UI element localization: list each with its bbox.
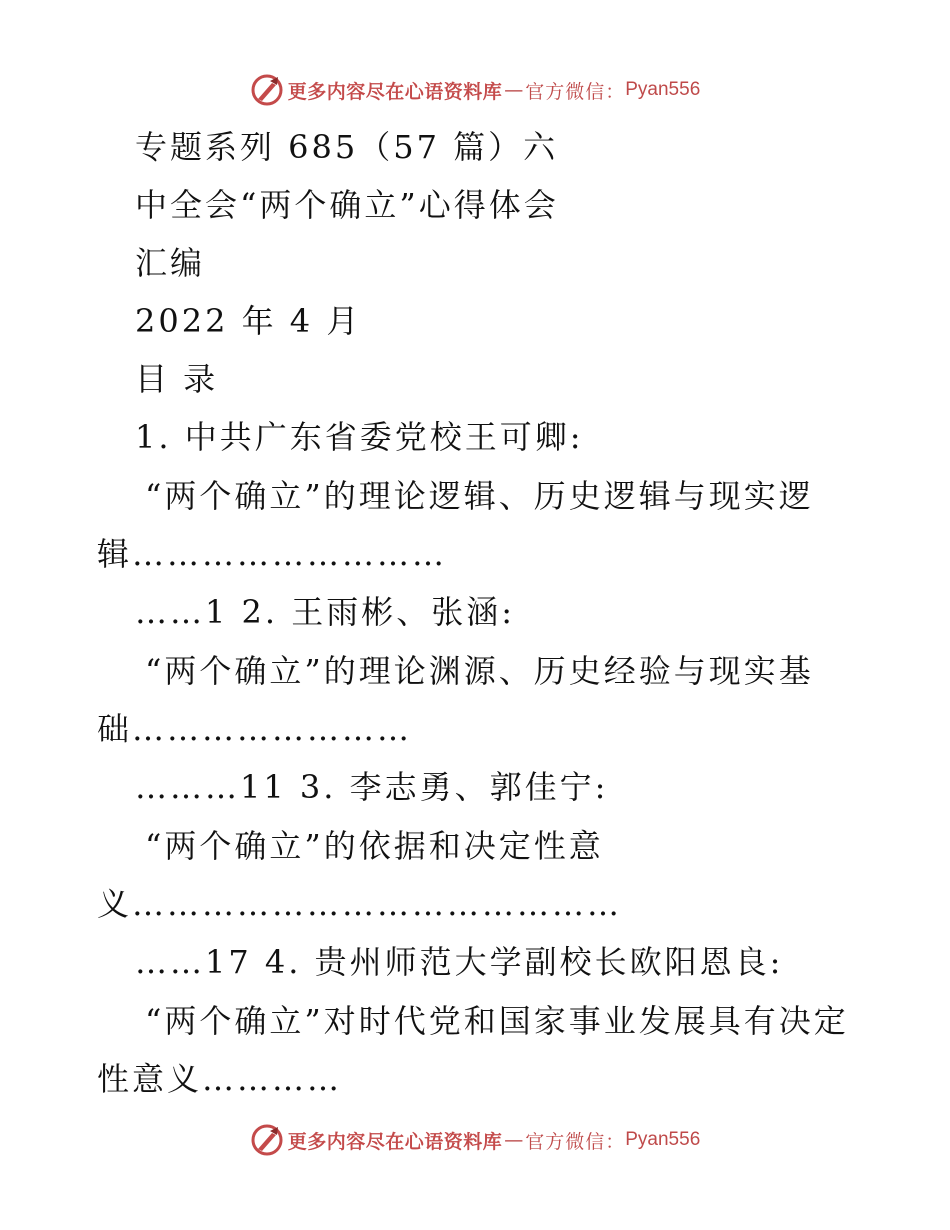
watermark-footer <box>0 1120 950 1160</box>
quill-logo-icon <box>250 73 284 107</box>
toc-entry-4-author: ……17 4. 贵州师范大学副校长欧阳恩良: <box>135 943 784 981</box>
watermark-wechat-handle: Pyan556 <box>625 1129 701 1150</box>
toc-entry-1-title: “两个确立”的理论逻辑、历史逻辑与现实逻 <box>145 477 814 515</box>
watermark-dash: — <box>504 79 524 101</box>
document-date: 2022 年 4 月 <box>135 302 362 340</box>
toc-entry-2-title: “两个确立”的理论渊源、历史经验与现实基 <box>145 652 814 690</box>
toc-entry-1-leader: 辑……………………… <box>97 535 448 573</box>
toc-entry-4-title: “两个确立”对时代党和国家事业发展具有决定 <box>145 1002 849 1040</box>
watermark-main-text: 更多内容尽在心语资料库 <box>287 1130 503 1153</box>
compilation-label: 汇编 <box>135 244 206 282</box>
toc-entry-3-title: “两个确立”的依据和决定性意 <box>145 827 604 865</box>
series-title-line: 专题系列 685（57 篇）六 <box>135 128 559 166</box>
toc-entry-3-author: ………11 3. 李志勇、郭佳宁: <box>135 768 609 806</box>
watermark-dash: — <box>504 1129 524 1151</box>
watermark-header <box>0 70 950 110</box>
toc-entry-1-author: 1. 中共广东省委党校王可卿: <box>135 418 584 456</box>
toc-entry-2-author: ……1 2. 王雨彬、张涵: <box>135 593 516 631</box>
toc-entry-3-leader: 义…………………………………… <box>97 885 623 923</box>
toc-heading: 目 录 <box>135 360 219 398</box>
quill-logo-icon <box>250 1123 284 1157</box>
watermark-wechat-label: 官方微信： <box>525 80 626 103</box>
watermark-main-text: 更多内容尽在心语资料库 <box>287 80 503 103</box>
watermark-wechat-label: 官方微信： <box>525 1130 626 1153</box>
toc-entry-2-leader: 础…………………… <box>97 710 413 748</box>
watermark-wechat-handle: Pyan556 <box>625 79 701 100</box>
series-subtitle-line: 中全会“两个确立”心得体会 <box>135 186 559 224</box>
toc-entry-4-leader: 性意义………… <box>97 1060 343 1098</box>
